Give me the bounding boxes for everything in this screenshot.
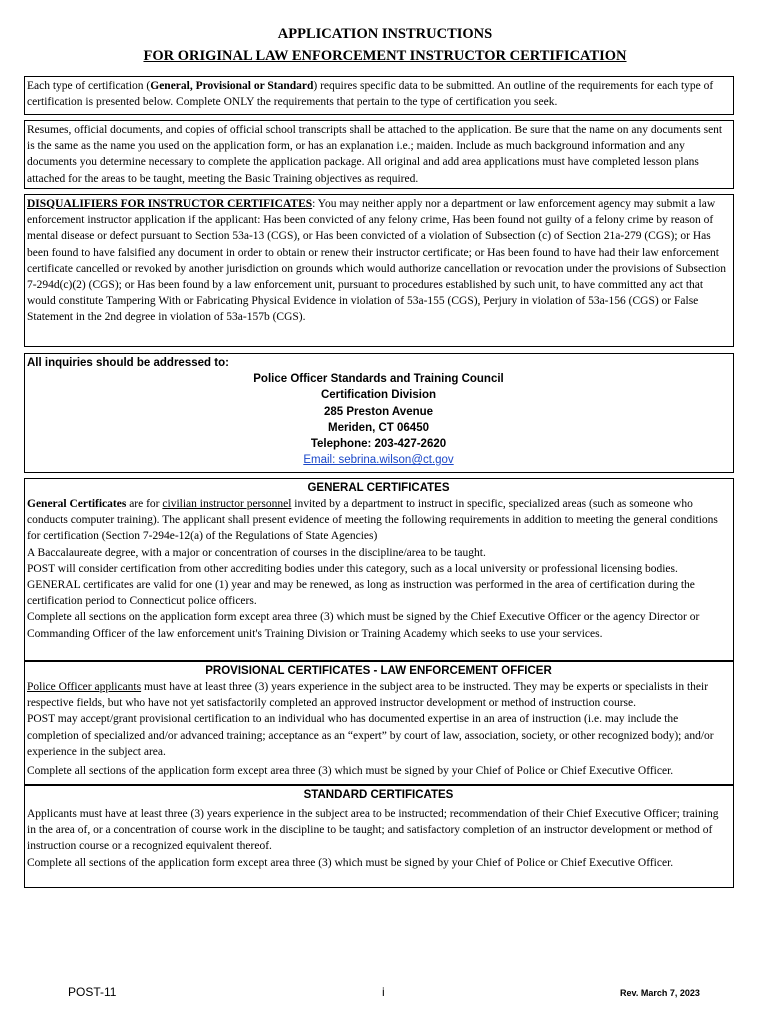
revision-date: Rev. March 7, 2023 bbox=[620, 988, 700, 998]
provisional-lead-rest: must have at least three (3) years experience in the subject area to be instructed. They may be experts or specialists in their respective fields, but who have not yet satisfactorily completed an approved instructor development or method of instruction course. bbox=[27, 681, 709, 710]
general-degree-requirement: A Baccalaureate degree, with a major or concentration of courses in the discipline/area to be taught. bbox=[27, 546, 486, 559]
provisional-lead-underline: Police Officer applicants bbox=[27, 681, 142, 693]
standard-complete-sections: Complete all sections of the application form except area three (3) which must be signed by your Chief of Police or Chief Executive Officer. bbox=[27, 856, 674, 869]
provisional-complete-sections: Complete all sections of the application form except area three (3) which must be signed by your Chief of Police or Chief Executive Officer. bbox=[27, 765, 674, 778]
inquiries-label: All inquiries should be addressed to: bbox=[27, 357, 229, 369]
provisional-expertise: POST may accept/grant provisional certification to an individual who has documented expertise in an area of instruction (i.e. may include the completion of specialized and/or advanced training; acceptance as an “expert” by court of law, association, society, or other recognized body); and/or experience in the subject area. bbox=[27, 713, 714, 758]
general-accreditation: POST will consider certification from other accrediting bodies under this category, such as a local university or professional licensing bodies. GENERAL certificates are valid for one (1) year and may be renewed, as long as instruction was performed in the area of certification during the certification period to Connecticut police officers. bbox=[27, 562, 695, 608]
provisional-certificates-section bbox=[24, 661, 734, 785]
general-lead-bold: General Certificates bbox=[27, 498, 127, 510]
provisional-lead bbox=[27, 679, 730, 711]
general-certificates-section bbox=[24, 478, 734, 661]
general-lead-mid: are for bbox=[126, 498, 163, 510]
intro-cert-types: General, Provisional or Standard bbox=[150, 80, 314, 92]
page-subtitle: FOR ORIGINAL LAW ENFORCEMENT INSTRUCTOR CERTIFICATION bbox=[143, 48, 627, 64]
general-lead bbox=[27, 496, 730, 545]
inquiries-email-link[interactable]: Email: sebrina.wilson@ct.gov bbox=[303, 454, 454, 467]
disqualifiers-text bbox=[27, 196, 730, 326]
inquiries-org: Police Officer Standards and Training Council bbox=[253, 373, 504, 386]
standard-certificates-section bbox=[24, 785, 734, 888]
intro-text-start: Each type of certification ( bbox=[27, 80, 151, 92]
standard-requirements: Applicants must have at least three (3) years experience in the subject area to be instructed; recommendation of their Chief Executive Officer; training in the area of, or a concentration of course work in the discipline to be taught; and satisfactory completion of an instructor development or method of instruction course or a recognized equivalent thereof. bbox=[27, 808, 719, 853]
inquiries-city: Meriden, CT 06450 bbox=[328, 421, 429, 434]
disqualifiers-section bbox=[24, 194, 734, 347]
page-number: i bbox=[382, 985, 385, 999]
inquiries-street: 285 Preston Avenue bbox=[323, 405, 434, 418]
general-lead-underline: civilian instructor personnel bbox=[162, 498, 292, 510]
intro-section bbox=[24, 76, 734, 115]
standard-heading: STANDARD CERTIFICATES bbox=[303, 789, 454, 801]
general-lead-rest: invited by a department to instruct in specific, specialized areas (such as someone who conducts computer training). The applicant shall present evidence of meeting the following requirements in addition to meeting the general conditions for certification (Section 7-294e-12(a) of the Regulations of State Agencies) bbox=[27, 498, 718, 543]
disqualifiers-body: : You may neither apply nor a department or law enforcement agency may submit a law enforcement instructor application if the applicant: Has been convicted of any felony crime, Has been found not guilty of a felony crime by reason of mental disease or defect pursuant to Section 53a-13 (CGS), or Has been convicted of a violation of Subsection (c) of Section 21a-279 (CGS); or Has been found to have falsified any document in order to obtain or renew their instructor certificate; or Has been found to have had their law enforcement certificate cancelled or revoked by another jurisdiction on grounds which would authorize cancellation or revocation under the provisions of Subsection 7-294d(c)(2) (CGS); or Has been found by a law enforcement unit, pursuant to procedures established by such unit, to have committed any act that would constitute Tampering With or Fabricating Physical Evidence in violation of 53a-155 (CGS), Perjury in violation of 53a-156 (CGS) or False Statement in the 2nd degree in violation of 53a-157b (CGS). bbox=[27, 198, 727, 324]
resumes-text: Resumes, official documents, and copies of official school transcripts shall be attached to the application. Be sure that the name on any documents sent is the same as the name you used on the application form, or has an explanation i.e.; maiden. Include as much background information and any documents you determine necessary to complete the application package. All original and add area applications must have completed lesson plans attached for the areas to be taught, meeting the Basic Training objectives as required. bbox=[27, 124, 723, 185]
resumes-section bbox=[24, 120, 734, 189]
page-title: APPLICATION INSTRUCTIONS bbox=[277, 26, 493, 42]
general-complete-sections: Complete all sections on the application form except area three (3) which must be signed by the Chief Executive Officer or the agency Director or Commanding Officer of the law enforcement unit's Training Division or Training Academy which seeks to use your services. bbox=[27, 611, 700, 640]
inquiries-division: Certification Division bbox=[320, 389, 437, 402]
intro-text-end: ) requires specific data to be submitted. An outline of the requirements for each type of certification is presented below. Complete ONLY the requirements that pertain to the type of certification you seek. bbox=[27, 80, 714, 109]
provisional-heading: PROVISIONAL CERTIFICATES - LAW ENFORCEMENT OFFICER bbox=[205, 665, 552, 677]
inquiries-phone: Telephone: 203-427-2620 bbox=[310, 438, 447, 451]
general-heading: GENERAL CERTIFICATES bbox=[307, 482, 450, 494]
inquiries-section bbox=[24, 353, 734, 473]
disqualifiers-heading: DISQUALIFIERS FOR INSTRUCTOR CERTIFICATES bbox=[27, 198, 313, 210]
form-id: POST-11 bbox=[68, 985, 117, 999]
intro-text bbox=[27, 78, 730, 110]
